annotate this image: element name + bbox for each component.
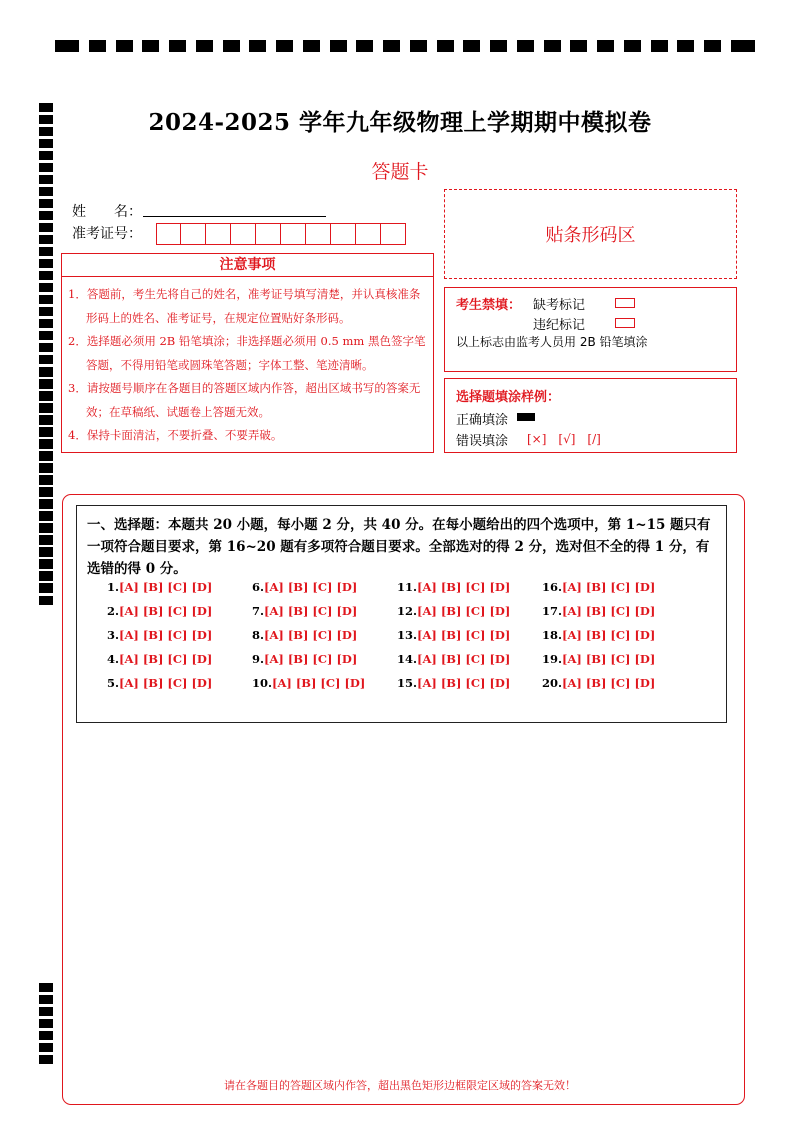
choice-grid xyxy=(107,580,707,700)
timing-mark xyxy=(39,211,53,220)
timing-mark xyxy=(39,199,53,208)
answer-options[interactable]: [A] [B] [C] [D] xyxy=(264,628,358,642)
proctor-note: 以上标志由监考人员用 2B 铅笔填涂 xyxy=(456,335,648,349)
timing-mark xyxy=(39,560,53,569)
question-number: 13. xyxy=(397,628,418,642)
timing-mark xyxy=(276,40,293,52)
timing-mark xyxy=(383,40,400,52)
question-7-choices[interactable] xyxy=(252,604,397,628)
timing-mark xyxy=(116,40,133,52)
timing-mark xyxy=(39,995,53,1004)
timing-mark xyxy=(39,404,53,413)
id-digit-box[interactable] xyxy=(381,223,406,245)
question-6-choices[interactable] xyxy=(252,580,397,604)
timing-mark xyxy=(39,1031,53,1040)
question-3-choices[interactable] xyxy=(107,628,252,652)
timing-mark xyxy=(39,235,53,244)
name-field[interactable] xyxy=(143,216,326,217)
notice-item: 2．选择题必须用 2B 铅笔填涂；非选择题必须用 0.5 mm 黑色签字笔答题，不得用铅笔或圆珠笔答题；字体工整、笔迹清晰。 xyxy=(68,334,426,372)
notice-item: 3．请按题号顺序在各题目的答题区域内作答，超出区域书写的答案无效；在草稿纸、试题卷上答题无效。 xyxy=(68,381,421,419)
answer-options[interactable]: [A] [B] [C] [D] xyxy=(272,676,366,690)
notice-item: 1．答题前，考生先将自己的姓名，准考证号填写清楚，并认真核准条形码上的姓名、准考证号，在规定位置贴好条形码。 xyxy=(68,287,421,325)
choice-row xyxy=(107,652,707,676)
timing-mark xyxy=(39,319,53,328)
question-13-choices[interactable] xyxy=(397,628,542,652)
choice-row xyxy=(107,628,707,652)
proctor-panel-title: 考生禁填： xyxy=(456,298,522,313)
timing-mark xyxy=(39,524,53,533)
question-number: 8. xyxy=(252,628,265,642)
notice-item: 4．保持卡面清洁，不要折叠、不要弄破。 xyxy=(68,428,283,442)
id-digit-box[interactable] xyxy=(231,223,256,245)
answer-options[interactable]: [A] [B] [C] [D] xyxy=(264,652,358,666)
timing-mark xyxy=(651,40,668,52)
timing-mark xyxy=(39,331,53,340)
timing-mark xyxy=(39,464,53,473)
timing-mark xyxy=(39,572,53,581)
timing-mark xyxy=(39,1007,53,1016)
question-5-choices[interactable] xyxy=(107,676,252,700)
id-digit-box[interactable] xyxy=(156,223,181,245)
question-10-choices[interactable] xyxy=(252,676,397,700)
violation-mark-box[interactable] xyxy=(615,318,635,328)
question-number: 4. xyxy=(107,652,120,666)
question-4-choices[interactable] xyxy=(107,652,252,676)
timing-mark xyxy=(39,223,53,232)
answer-options[interactable]: [A] [B] [C] [D] xyxy=(264,580,358,594)
timing-mark xyxy=(39,259,53,268)
answer-options[interactable]: [A] [B] [C] [D] xyxy=(119,628,213,642)
timing-mark xyxy=(544,40,561,52)
question-number: 2. xyxy=(107,604,120,618)
question-number: 18. xyxy=(542,628,563,642)
choice-row xyxy=(107,676,707,700)
question-number: 7. xyxy=(252,604,265,618)
timing-mark xyxy=(39,368,53,377)
timing-mark xyxy=(39,512,53,521)
timing-mark xyxy=(223,40,240,52)
id-digit-box[interactable] xyxy=(256,223,281,245)
timing-mark xyxy=(55,40,79,52)
answer-options[interactable]: [A] [B] [C] [D] xyxy=(119,580,213,594)
timing-mark xyxy=(437,40,454,52)
answer-options[interactable]: [A] [B] [C] [D] xyxy=(562,580,656,594)
timing-mark xyxy=(731,40,755,52)
question-number: 19. xyxy=(542,652,563,666)
timing-mark xyxy=(39,295,53,304)
timing-mark xyxy=(517,40,534,52)
answer-options[interactable]: [A] [B] [C] [D] xyxy=(417,676,511,690)
timing-mark xyxy=(39,428,53,437)
proctor-only-panel xyxy=(444,287,737,372)
question-19-choices[interactable] xyxy=(542,652,687,676)
left-timing-marks-middle xyxy=(39,368,53,608)
question-16-choices[interactable] xyxy=(542,580,687,604)
answer-options[interactable]: [A] [B] [C] [D] xyxy=(417,652,511,666)
left-timing-marks-bottom xyxy=(39,983,53,1067)
id-digit-box[interactable] xyxy=(331,223,356,245)
answer-options[interactable]: [A] [B] [C] [D] xyxy=(562,604,656,618)
fill-sample-title: 选择题填涂样例： xyxy=(456,390,561,405)
question-number: 15. xyxy=(397,676,418,690)
id-digit-box[interactable] xyxy=(281,223,306,245)
notice-panel xyxy=(61,253,434,453)
notice-title: 注意事项 xyxy=(62,254,433,277)
timing-mark xyxy=(303,40,320,52)
timing-mark xyxy=(39,187,53,196)
question-15-choices[interactable] xyxy=(397,676,542,700)
timing-mark xyxy=(39,283,53,292)
question-number: 6. xyxy=(252,580,265,594)
answer-options[interactable]: [A] [B] [C] [D] xyxy=(417,604,511,618)
choice-row xyxy=(107,580,707,604)
timing-mark xyxy=(39,247,53,256)
timing-mark xyxy=(39,271,53,280)
timing-mark xyxy=(39,584,53,593)
question-14-choices[interactable] xyxy=(397,652,542,676)
notice-list xyxy=(62,277,433,448)
footer-warning: 请在各题目的答题区域内作答，超出黑色矩形边框限定区域的答案无效！ xyxy=(224,1079,576,1092)
timing-mark xyxy=(39,1043,53,1052)
absent-mark-label: 缺考标记 xyxy=(533,298,586,313)
question-number: 14. xyxy=(397,652,418,666)
timing-mark xyxy=(169,40,186,52)
id-digit-box[interactable] xyxy=(356,223,381,245)
name-label: 姓 名： xyxy=(72,204,142,220)
timing-mark xyxy=(356,40,373,52)
timing-mark xyxy=(39,476,53,485)
question-8-choices[interactable] xyxy=(252,628,397,652)
timing-mark xyxy=(490,40,507,52)
timing-mark xyxy=(39,500,53,509)
question-17-choices[interactable] xyxy=(542,604,687,628)
section-instructions: 一、选择题：本题共 20 小题，每小题 2 分，共 40 分。在每小题给出的四个选项中，第 1~15 题只有一项符合题目要求，第 16~20 题有多项符合题目要求。全部选对的得 2 分，选对但不全的得 1 分，有选错的得 0 分。 xyxy=(87,517,711,577)
id-digit-box[interactable] xyxy=(206,223,231,245)
question-number: 1. xyxy=(107,580,120,594)
question-11-choices[interactable] xyxy=(397,580,542,604)
question-20-choices[interactable] xyxy=(542,676,687,700)
answer-options[interactable]: [A] [B] [C] [D] xyxy=(562,628,656,642)
question-number: 20. xyxy=(542,676,563,690)
question-9-choices[interactable] xyxy=(252,652,397,676)
wrong-fill-label: 错误填涂 xyxy=(456,434,509,449)
answer-options[interactable]: [A] [B] [C] [D] xyxy=(417,628,511,642)
answer-options[interactable]: [A] [B] [C] [D] xyxy=(562,652,656,666)
answer-options[interactable]: [A] [B] [C] [D] xyxy=(119,652,213,666)
choice-row xyxy=(107,604,707,628)
answer-sheet-label: 答题卡 xyxy=(371,161,429,183)
absent-mark-box[interactable] xyxy=(615,298,635,308)
timing-mark xyxy=(463,40,480,52)
top-timing-marks xyxy=(55,40,755,52)
answer-options[interactable]: [A] [B] [C] [D] xyxy=(417,580,511,594)
timing-mark xyxy=(39,1055,53,1064)
candidate-id-boxes[interactable] xyxy=(156,223,406,245)
timing-mark xyxy=(249,40,266,52)
multiple-choice-section xyxy=(76,505,727,723)
barcode-area: 贴条形码区 xyxy=(444,189,737,279)
answer-options[interactable]: [A] [B] [C] [D] xyxy=(264,604,358,618)
timing-mark xyxy=(39,343,53,352)
answer-options[interactable]: [A] [B] [C] [D] xyxy=(119,676,213,690)
timing-mark xyxy=(39,1019,53,1028)
timing-mark xyxy=(39,392,53,401)
question-18-choices[interactable] xyxy=(542,628,687,652)
timing-mark xyxy=(39,355,53,364)
question-number: 17. xyxy=(542,604,563,618)
question-number: 12. xyxy=(397,604,418,618)
timing-mark xyxy=(39,307,53,316)
timing-mark xyxy=(39,488,53,497)
answer-options[interactable]: [A] [B] [C] [D] xyxy=(119,604,213,618)
timing-mark xyxy=(39,440,53,449)
timing-mark xyxy=(410,40,427,52)
timing-mark xyxy=(677,40,694,52)
timing-mark xyxy=(39,139,53,148)
id-label: 准考证号： xyxy=(72,226,142,242)
timing-mark xyxy=(39,536,53,545)
timing-mark xyxy=(330,40,347,52)
timing-mark xyxy=(142,40,159,52)
question-number: 9. xyxy=(252,652,265,666)
timing-mark xyxy=(39,452,53,461)
correct-fill-example xyxy=(517,413,535,421)
timing-mark xyxy=(89,40,106,52)
timing-mark xyxy=(570,40,587,52)
question-number: 11. xyxy=(397,580,418,594)
wrong-fill-examples: [×] [√] [/] xyxy=(527,432,601,446)
timing-mark xyxy=(196,40,213,52)
question-12-choices[interactable] xyxy=(397,604,542,628)
timing-mark xyxy=(39,596,53,605)
question-2-choices[interactable] xyxy=(107,604,252,628)
timing-mark xyxy=(39,380,53,389)
answer-options[interactable]: [A] [B] [C] [D] xyxy=(562,676,656,690)
question-1-choices[interactable] xyxy=(107,580,252,604)
exam-title: 2024-2025 学年九年级物理上学期期中模拟卷 xyxy=(148,109,652,136)
question-number: 16. xyxy=(542,580,563,594)
question-number: 3. xyxy=(107,628,120,642)
id-digit-box[interactable] xyxy=(181,223,206,245)
timing-mark xyxy=(39,548,53,557)
violation-mark-label: 违纪标记 xyxy=(533,318,586,333)
fill-sample-panel xyxy=(444,378,737,453)
id-digit-box[interactable] xyxy=(306,223,331,245)
timing-mark xyxy=(624,40,641,52)
question-number: 10. xyxy=(252,676,273,690)
timing-mark xyxy=(597,40,614,52)
timing-mark xyxy=(39,416,53,425)
question-number: 5. xyxy=(107,676,120,690)
correct-fill-label: 正确填涂 xyxy=(456,413,509,428)
timing-mark xyxy=(39,983,53,992)
timing-mark xyxy=(704,40,721,52)
